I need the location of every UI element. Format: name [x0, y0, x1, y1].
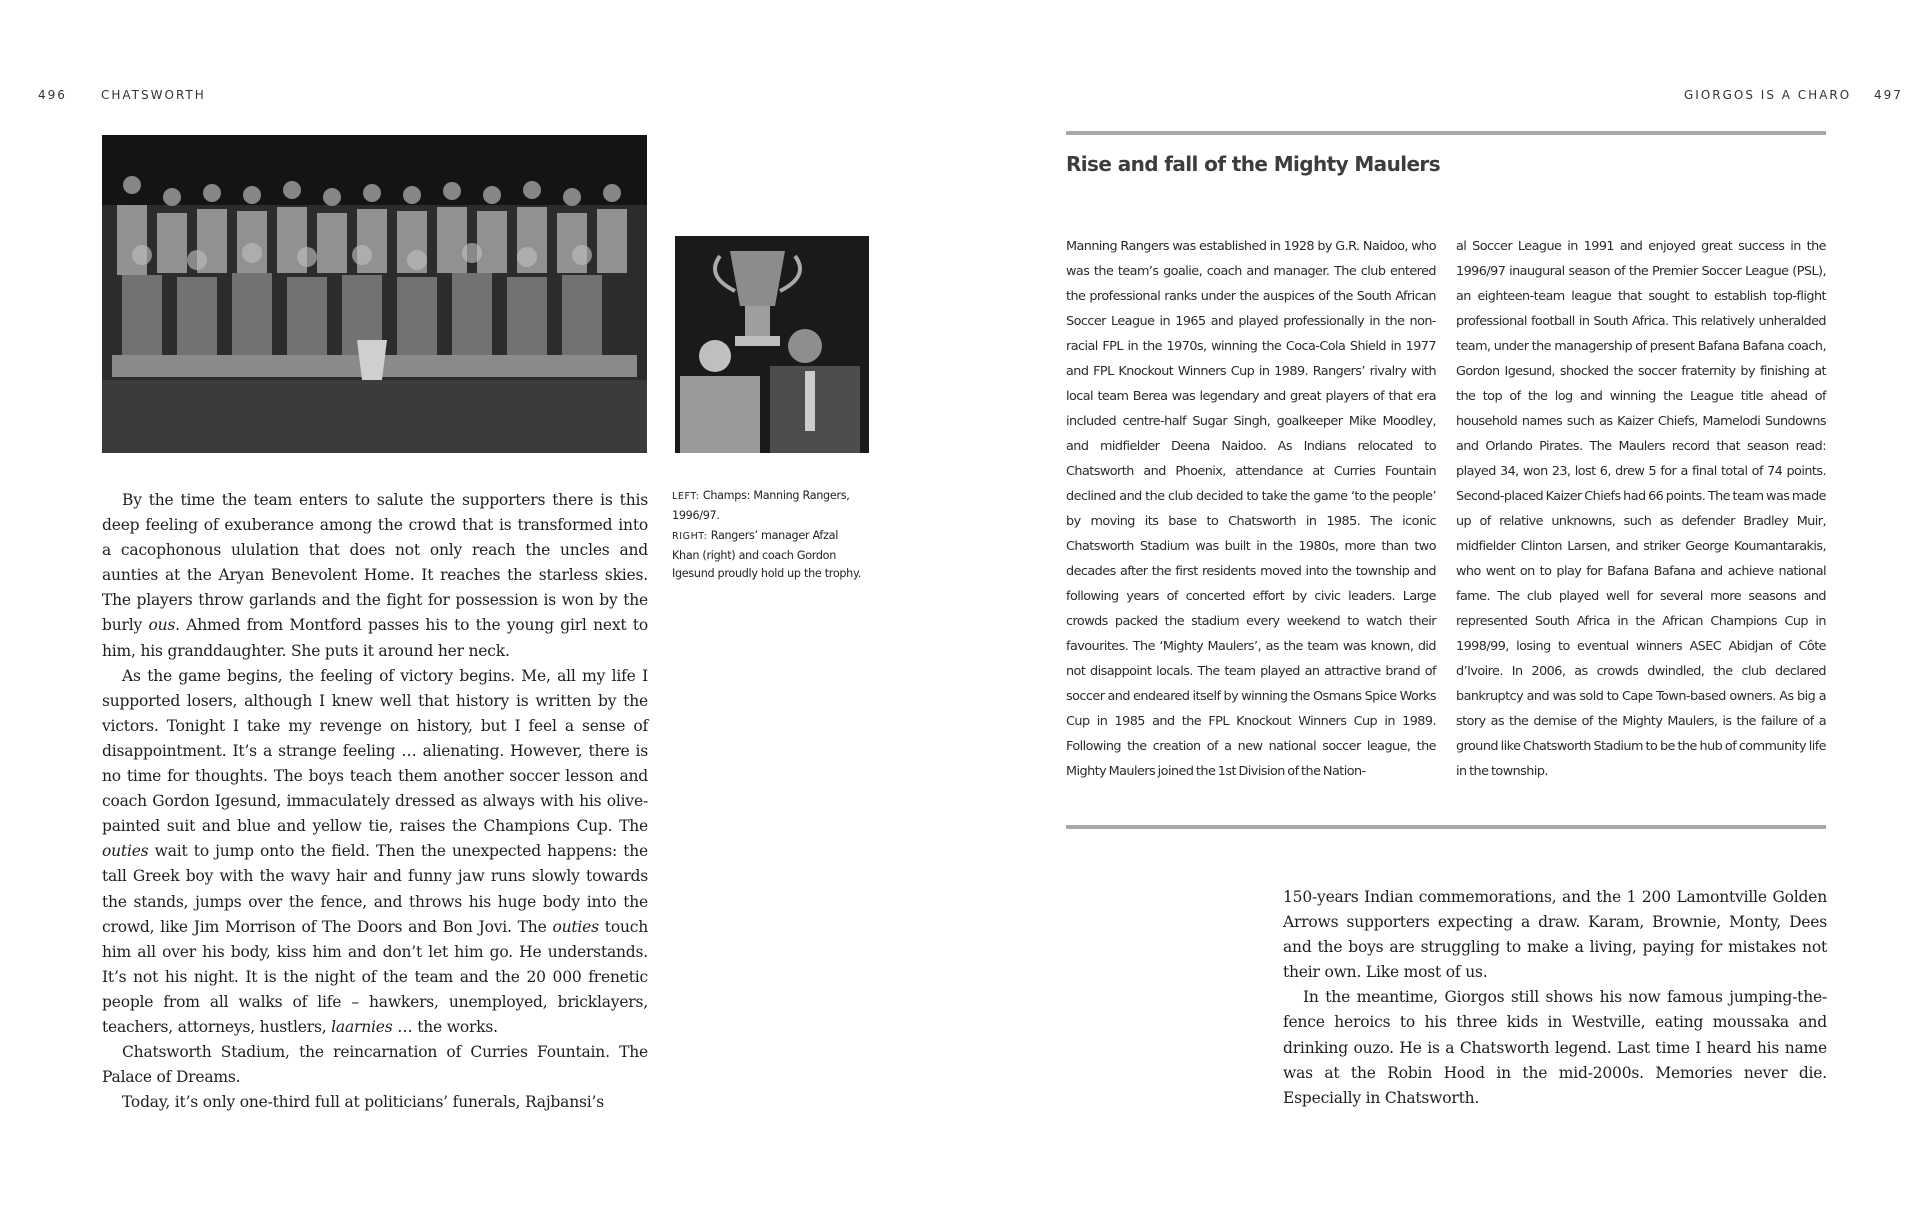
sidebar-bottom-rule: [1066, 825, 1826, 829]
body-paragraph: [102, 664, 648, 1040]
paragraph-text: As the game begins, the feeling of victory begins. Me, all my life I supported losers, although I knew well that history is written by the victors. Tonight I take my revenge on history, but I feel a sense of disappointment. It’s a strange feeling … alienating. However, there is no time for thoughts. The boys teach them another soccer lesson and coach Gordon Igesund, immaculately dressed as always with his olive-painted suit and blue and yellow tie, raises the Champions Cup. The: [102, 666, 648, 836]
paragraph-text: … the works.: [392, 1017, 498, 1036]
left-page-body: [102, 488, 648, 1115]
italic-word: outies: [552, 917, 599, 936]
italic-word: ous: [148, 616, 176, 635]
paragraph-text: . Ahmed from Montford passes his to the young girl next to him, his granddaughter. She puts it around her neck.: [102, 616, 648, 660]
caption-left: [672, 487, 864, 525]
caption-left-label: LEFT:: [672, 491, 700, 502]
trophy-photo-image: [675, 236, 869, 453]
caption-left-text: Champs: Manning Rangers, 1996/97.: [672, 489, 850, 522]
right-page-body: [1283, 885, 1827, 1111]
sidebar-column-1: Manning Rangers was established in 1928 by G.R. Naidoo, who was the team’s goalie, coach and manager. The club entered the professional ranks under the auspices of the South African Soccer League in 1965 and played professionally in the non-racial FPL in the 1970s, winning the Coca-Cola Shield in 1977 and FPL Knockout Winners Cup in 1989. Rangers’ rivalry with local team Berea was legendary and great players of that era included centre-half Sugar Singh, goalkeeper Mike Moodley, and midfielder Deena Naidoo. As Indians relocated to Chatsworth and Phoenix, attendance at Curries Fountain declined and the club decided to take the game ‘to the people’ by moving its base to Chatsworth in 1985. The iconic Chatsworth Stadium was built in the 1980s, more than two decades after the first residents moved into the township and following years of concerted effort by civic leaders. Large crowds packed the stadium every weekend to watch their favourites. The ‘Mighty Maulers’, as the team was known, did not disappoint locals. The team played an attractive brand of soccer and endeared itself by winning the Osmans Spice Works Cup in 1985 and the FPL Knockout Winners Cup in 1989. Following the creation of a new national soccer league, the Mighty Maulers joined the 1st Division of the Nation-: [1066, 239, 1436, 779]
body-paragraph: In the meantime, Giorgos still shows his now famous jumping-the-fence heroics to his three kids in Westville, eating moussaka and drinking ouzo. He is a Chatsworth legend. Last time I heard his name was at the Robin Hood in the mid-2000s. Memories never die. Especially in Chatsworth.: [1283, 988, 1827, 1107]
caption-right-text: Rangers’ manager Afzal Khan (right) and coach Gordon Igesund proudly hold up the trophy.: [672, 529, 861, 580]
body-paragraph: 150-years Indian commemorations, and the 1 200 Lamontville Golden Arrows supporters expecting a draw. Karam, Brownie, Monty, Dees and the boys are struggling to make a living, paying for mistakes not their own. Like most of us.: [1283, 888, 1827, 982]
caption-right: [672, 527, 864, 584]
page-number-right: 497: [1874, 88, 1903, 102]
page-number-left: 496: [38, 88, 67, 102]
body-paragraph: [102, 1040, 648, 1090]
trophy-photo: [675, 236, 869, 453]
photo-caption: [672, 487, 864, 586]
sidebar-column-2: al Soccer League in 1991 and enjoyed great success in the 1996/97 inaugural season of the Premier Soccer League (PSL), an eighteen-team league that sought to establish top-flight professional football in South Africa. This relatively unheralded team, under the managership of present Bafana Bafana coach, Gordon Igesund, shocked the soccer fraternity by finishing at the top of the log and winning the League title ahead of household names such as Kaizer Chiefs, Mamelodi Sundowns and Orlando Pirates. The Maulers record that season read: played 34, won 23, lost 6, drew 5 for a final total of 74 points. Second-placed Kaizer Chiefs had 66 points. The team was made up of relative unknowns, such as defender Bradley Muir, midfielder Clinton Larsen, and striker George Koumantarakis, who went on to play for Bafana Bafana and achieve national fame. The club played well for several more seasons and represented South Africa in the African Champions Cup in 1998/99, losing to eventual winners ASEC Abidjan of Côte d’Ivoire. In 2006, as crowds dwindled, the club declared bankruptcy and was sold to Cape Town-based owners. As big a story as the demise of the Mighty Maulers, is the failure of a ground like Chatsworth Stadium to be the hub of community life in the township.: [1456, 239, 1826, 779]
sidebar-top-rule: [1066, 131, 1826, 135]
team-photo: [102, 135, 647, 453]
body-paragraph: [102, 1090, 648, 1115]
paragraph-text: touch him all over his body, kiss him and don’t let him go. He understands. It’s not his night. It is the night of the team and the 20 000 frenetic people from all walks of life – hawkers, unemployed, bricklayers, teachers, attorneys, hustlers,: [102, 917, 649, 1036]
team-photo-image: [102, 135, 647, 453]
paragraph-text: By the time the team enters to salute the supporters there is this deep feeling of exuberance among the crowd that is transformed into a cacophonous ululation that does not only reach the uncles and aunties at the Aryan Benevolent Home. It reaches the starless skies. The players throw garlands and the fight for possession is won by the burly: [102, 491, 648, 635]
caption-right-label: RIGHT:: [672, 531, 708, 542]
paragraph-text: Today, it’s only one-third full at politicians’ funerals, Rajbansi’s: [122, 1093, 604, 1112]
sidebar-title: Rise and fall of the Mighty Maulers: [1066, 152, 1441, 176]
running-head-left: CHATSWORTH: [101, 88, 206, 102]
paragraph-text: wait to jump onto the field. Then the unexpected happens: the tall Greek boy with the wavy hair and funny jaw runs slowly towards the stands, jumps over the fence, and throws his huge body into the crowd, like Jim Morrison of The Doors and Bon Jovi. The: [102, 842, 648, 936]
running-head-right: GIORGOS IS A CHARO: [1684, 88, 1852, 102]
paragraph-text: Chatsworth Stadium, the reincarnation of Curries Fountain. The Palace of Dreams.: [102, 1043, 648, 1087]
italic-word: outies: [102, 842, 149, 861]
italic-word: laarnies: [331, 1017, 393, 1036]
body-paragraph: [102, 488, 648, 664]
